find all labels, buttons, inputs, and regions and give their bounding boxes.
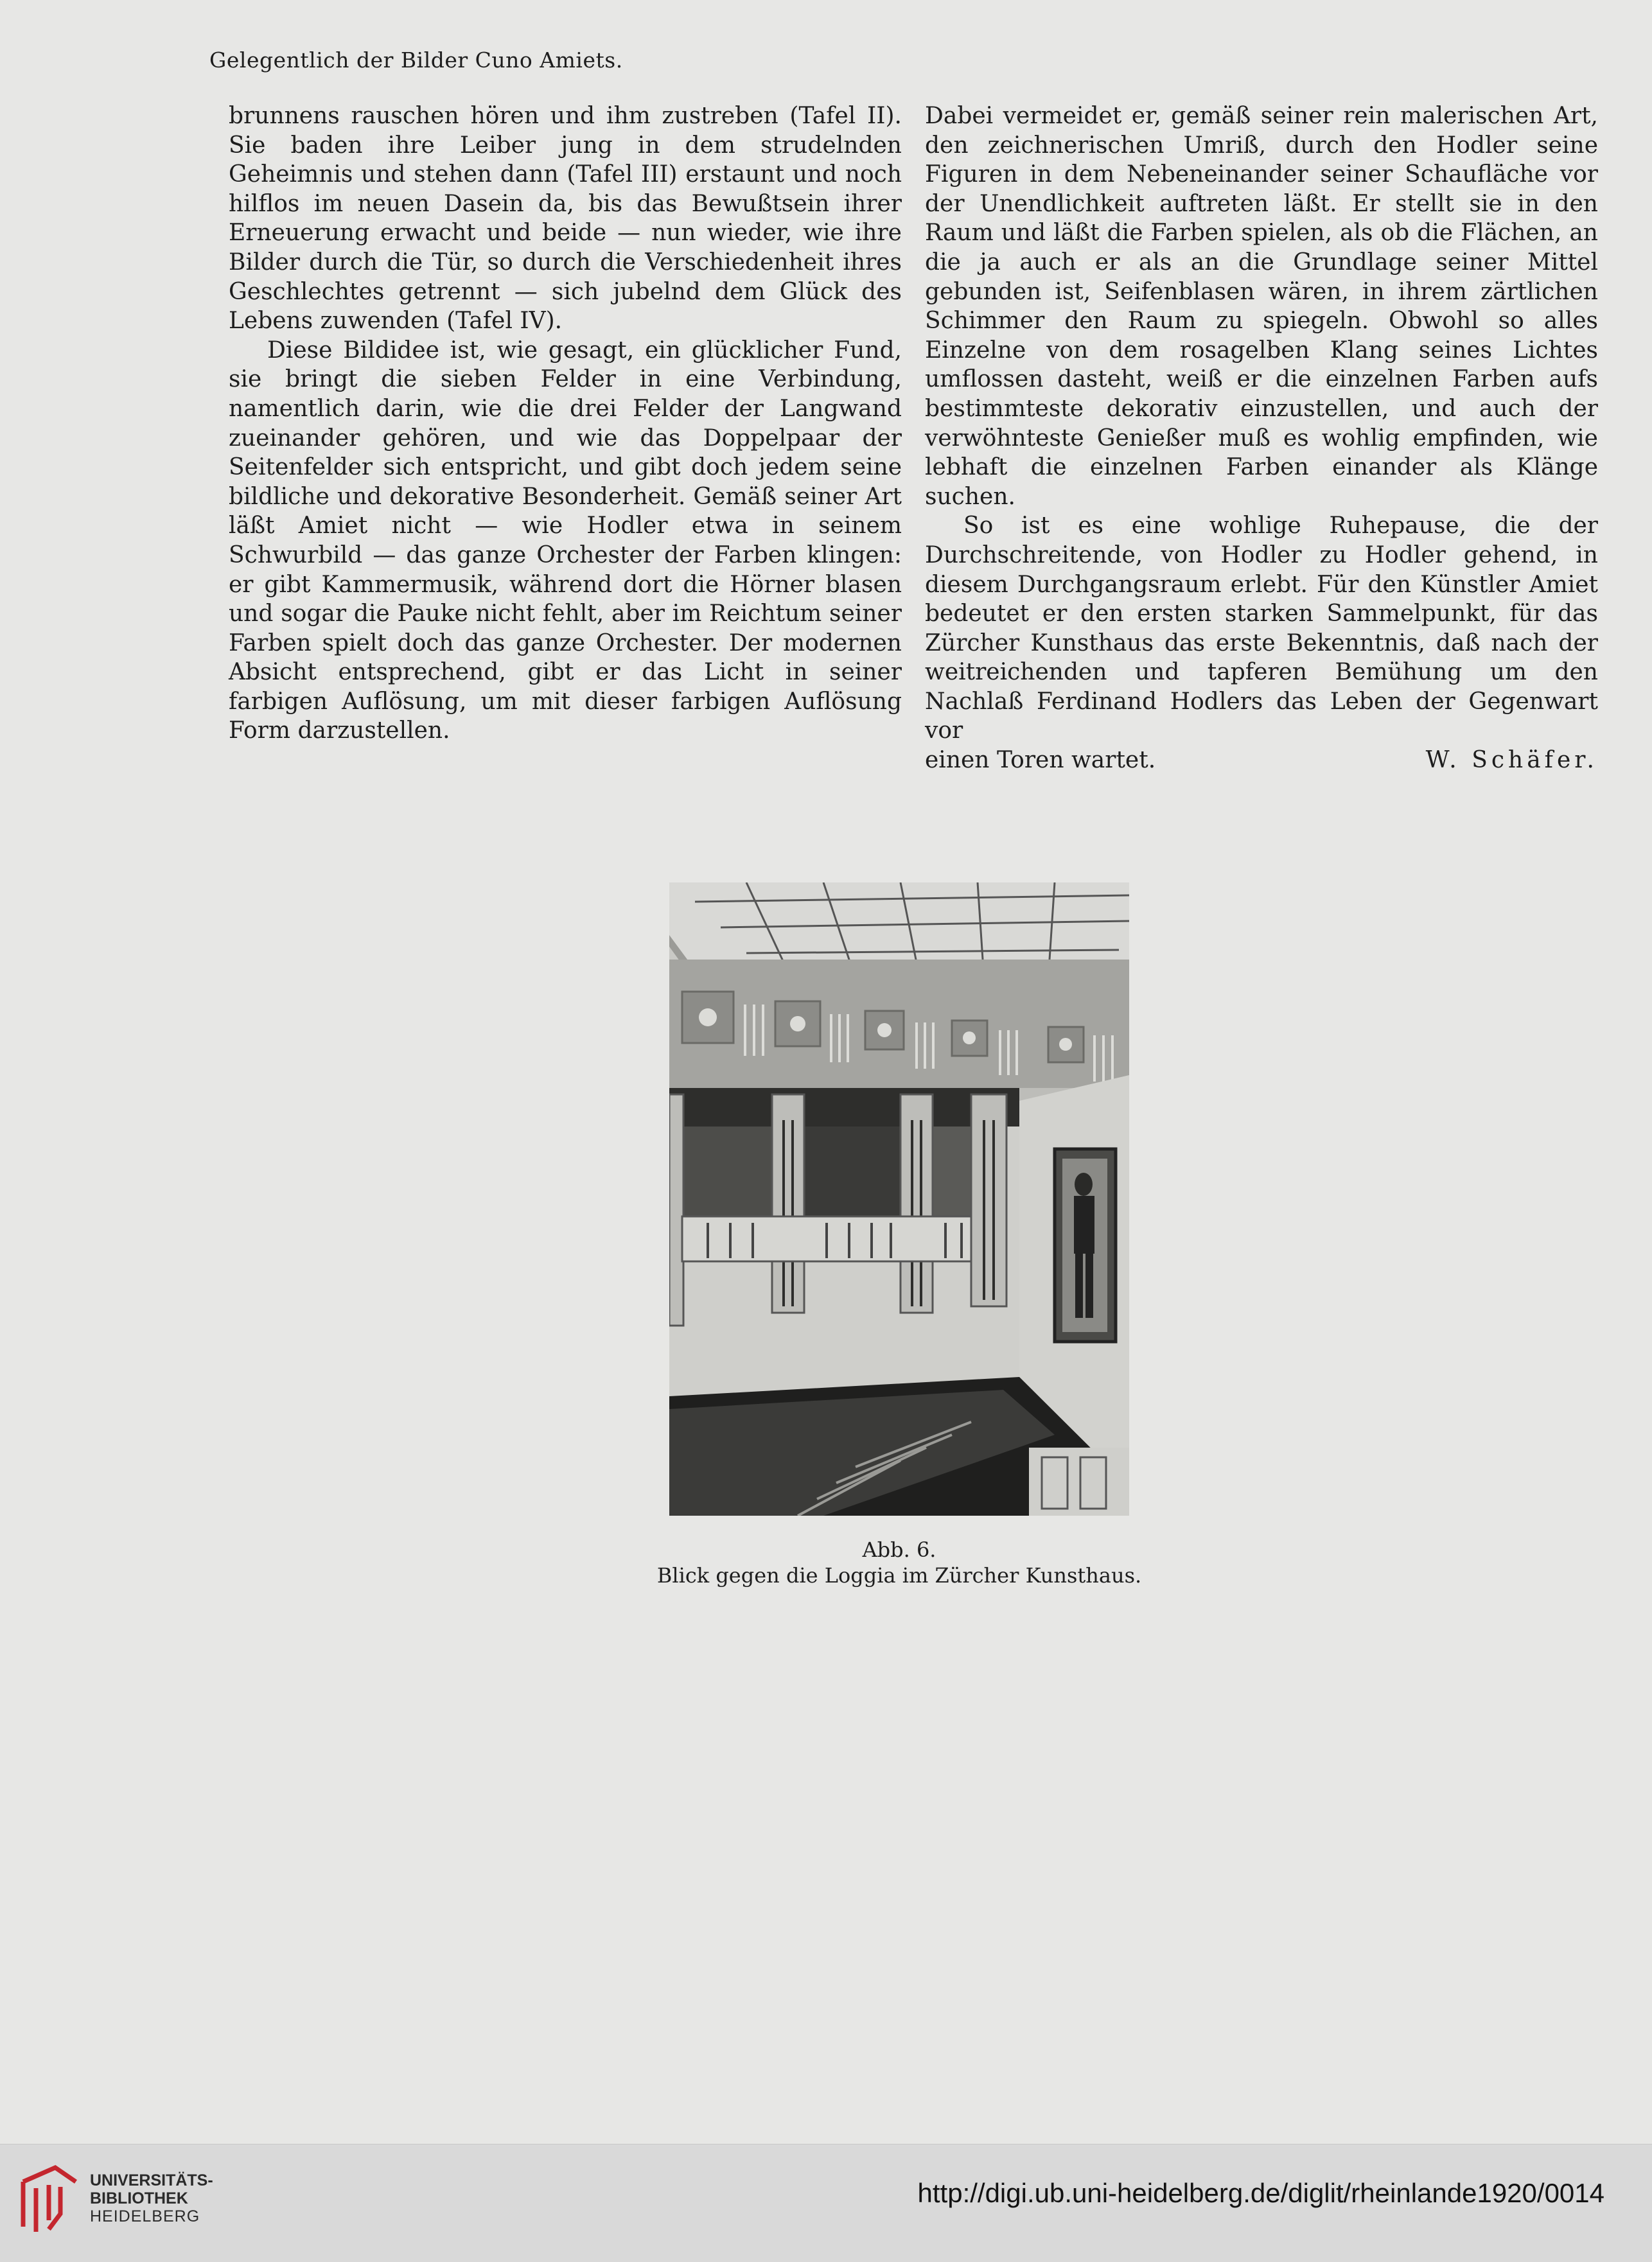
text-column-right [925, 101, 1598, 775]
figure-photo-loggia [669, 882, 1129, 1516]
logo-line: HEIDELBERG [90, 2207, 200, 2225]
footer-bar [0, 2144, 1652, 2262]
logo-line: BIBLIOTHEK [90, 2189, 188, 2207]
author-signature: W. Schäfer. [1425, 747, 1598, 774]
closing-text: einen Toren wartet. [925, 747, 1156, 774]
paragraph: So ist es eine wohlige Ruhepause, die der Durchschreitende, von Hodler zu Hodler gehend, in diesem Durchgangsraum erlebt. Für den Künstler Amiet bedeutet er den ersten starken Sammelpunkt, für das Zürcher Kunsthaus das erste Bekenntnis, daß nach der weitreichenden und tapferen Bemühung um den Nachlaß Ferdinand Hodlers das Leben der Gegenwart vor [925, 513, 1598, 744]
paragraph: Dabei vermeidet er, gemäß seiner rein malerischen Art, den zeichnerischen Umriß, durch den Hodler seine Figuren in dem Nebeneinander seiner Schaufläche vor der Unendlichkeit auftreten läßt. Er stellt sie in den Raum und läßt die Farben spielen, als ob die Flächen, an die ja auch er als an die Grundlage seiner Mittel gebunden ist, Seifenblasen wären, in ihrem zärtlichen Schimmer den Raum zu spiegeln. Obwohl so alles Einzelne von dem rosagelben Klang seines Lichtes umflossen dasteht, weiß er die einzelnen Farben aufs bestimmteste dekorativ einzustellen, und auch der verwöhnteste Genießer muß es wohlig empfinden, wie lebhaft die einzelnen Farben einander als Klänge suchen. [925, 103, 1598, 510]
closing-line [925, 746, 1598, 775]
loggia-photo-illustration [669, 882, 1129, 1516]
library-logo-text [90, 2171, 213, 2225]
running-head: Gelegentlich der Bilder Cuno Amiets. [209, 48, 623, 73]
university-library-logo-icon [17, 2162, 81, 2234]
paragraph: brunnens rauschen hören und ihm zustreben (Tafel II). Sie baden ihre Leiber jung in dem strudelnden Geheimnis und stehen dann (Tafel III) erstaunt und noch hilflos im neuen Dasein da, bis das Bewußtsein ihrer Erneuerung erwacht und beide — nun wieder, wie ihre Bilder durch die Tür, so durch die Verschiedenheit ihres Geschlechtes getrennt — sich jubelnd dem Glück des Lebens zuwenden (Tafel IV). [229, 103, 902, 335]
logo-line: UNIVERSITÄTS- [90, 2171, 213, 2189]
paragraph: Diese Bildidee ist, wie gesagt, ein glücklicher Fund, sie bringt die sieben Felder in eine Verbindung, namentlich darin, wie die drei Felder der Langwand zueinander gehören, und wie das Doppelpaar der Seitenfelder sich entspricht, und gibt doch jedem seine bildliche und dekorative Besonderheit. Gemäß seiner Art läßt Amiet nicht — wie Hodler etwa in seinem Schwurbild — das ganze Orchester der Farben klingen: er gibt Kammermusik, während dort die Hörner blasen und sogar die Pauke nicht fehlt, aber im Reichtum seiner Farben spielt doch das ganze Orchester. Der modernen Absicht entsprechend, gibt er das Licht in seiner farbigen Auflösung, um mit dieser farbigen Auflösung Form darzustellen. [229, 337, 902, 744]
text-column-left [229, 101, 902, 746]
figure-number: Abb. 6. [862, 1538, 936, 1562]
permalink-url[interactable]: http://digi.ub.uni-heidelberg.de/diglit/rheinlande1920/0014 [917, 2178, 1604, 2208]
figure-caption: Blick gegen die Loggia im Zürcher Kunsthaus. [656, 1563, 1142, 1588]
